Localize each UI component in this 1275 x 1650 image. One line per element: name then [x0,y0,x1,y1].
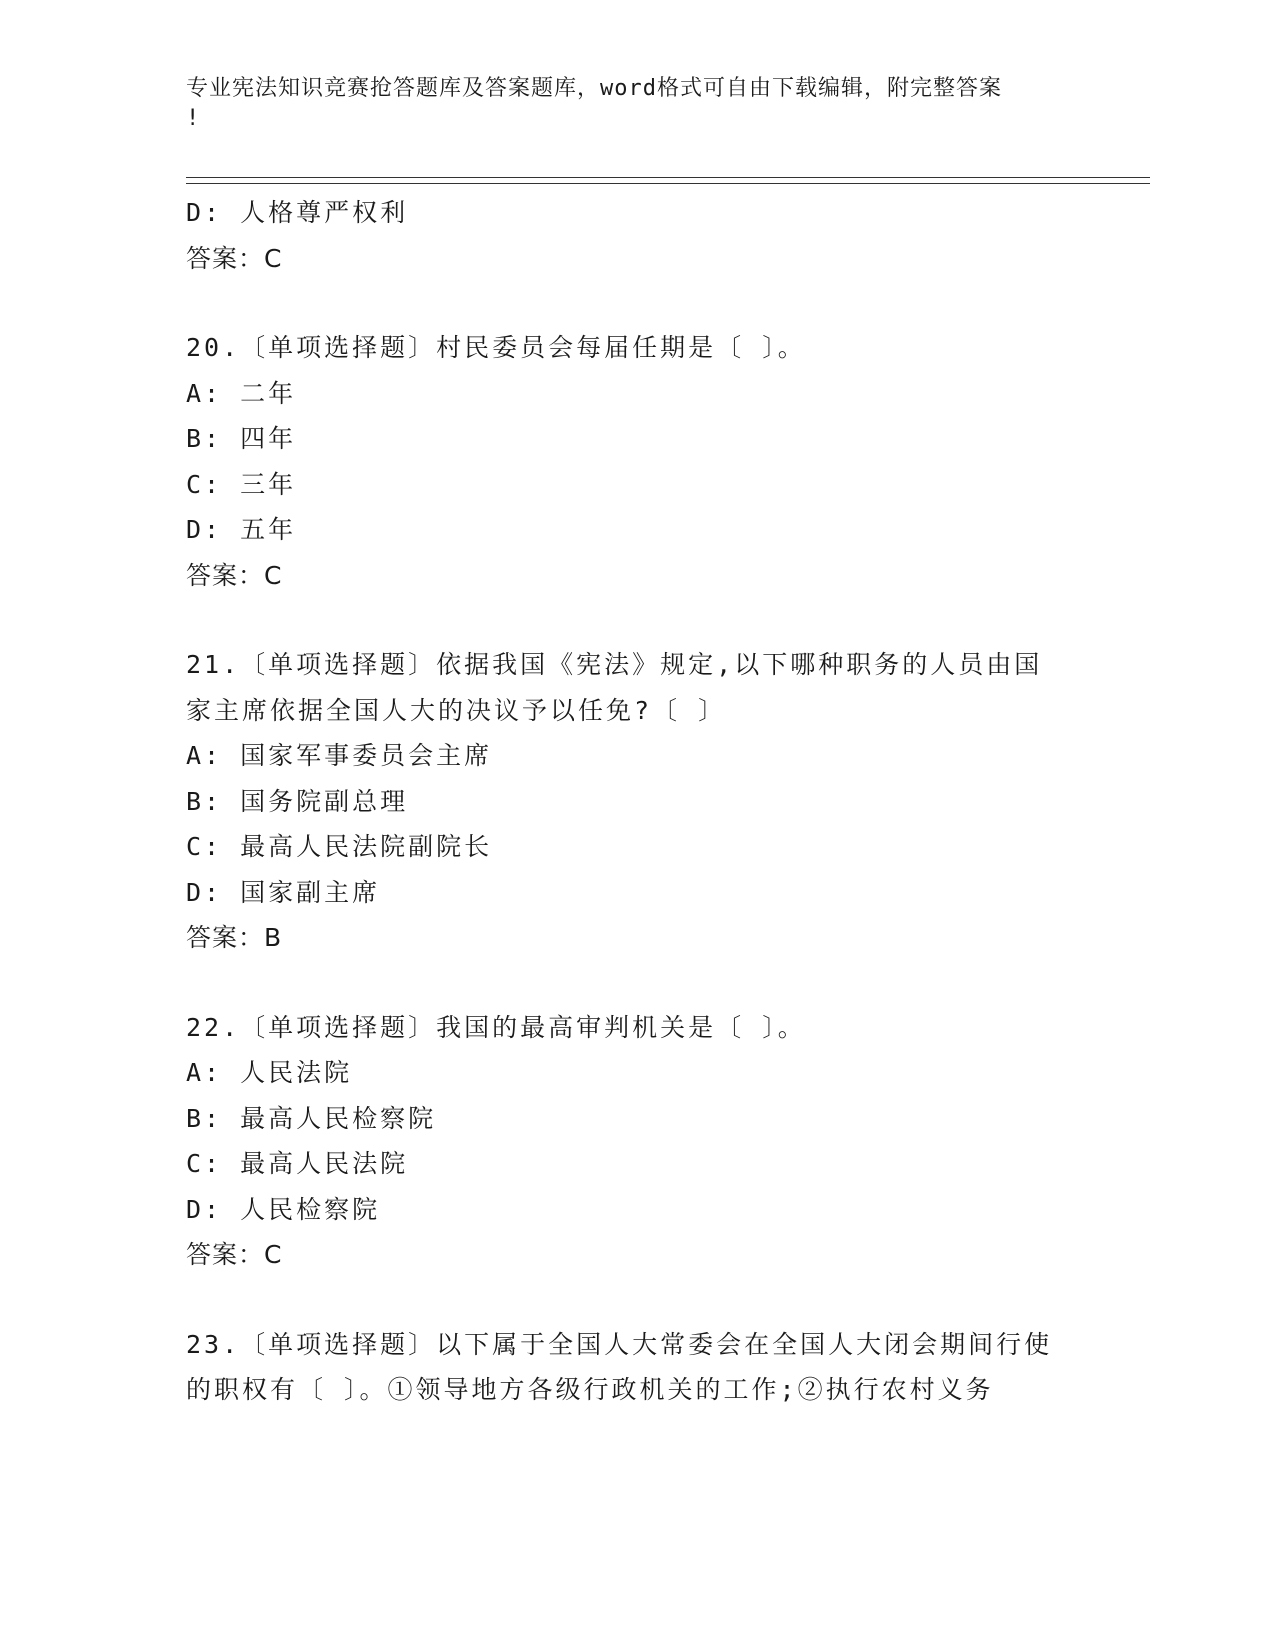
question-stem [186,1322,1086,1413]
header-rule-top [186,177,1150,178]
question-list [186,190,1086,1413]
stem-line: 20.〔单项选择题〕村民委员会每届任期是〔 〕。 [186,333,806,362]
previous-question-tail [186,190,1086,281]
option-c: C: 最高人民法院副院长 [186,832,493,861]
question-21 [186,642,1086,961]
option-a: A: 二年 [186,378,297,408]
header-rule-bottom [186,183,1150,184]
answer-line: 答案：C [186,1240,283,1269]
question-stem [186,1005,1086,1051]
stem-line: 22.〔单项选择题〕我国的最高审判机关是〔 〕。 [186,1012,806,1042]
stem-line: 的职权有〔 〕。①领导地方各级行政机关的工作;②执行农村义务 [186,1375,994,1404]
option-a: A: 人民法院 [186,1058,353,1087]
option-c: C: 最高人民法院 [186,1149,409,1178]
stem-line: 21.〔单项选择题〕依据我国《宪法》规定,以下哪种职务的人员由国 [186,650,1043,679]
option-b: B: 最高人民检察院 [186,1103,437,1133]
question-23 [186,1322,1086,1413]
option-d: D: 人格尊严权利 [186,198,409,227]
option-d: D: 五年 [186,515,297,544]
question-stem [186,325,1086,371]
page-header [186,74,1066,134]
option-a: A: 国家军事委员会主席 [186,741,493,770]
question-20 [186,325,1086,598]
option-b: B: 国务院副总理 [186,786,409,816]
option-d: D: 人民检察院 [186,1194,381,1224]
question-stem [186,642,1086,733]
answer-line: 答案：C [186,560,283,590]
option-d: D: 国家副主席 [186,877,381,907]
header-title: 专业宪法知识竞赛抢答题库及答案题库，word格式可自由下载编辑，附完整答案 [186,76,1002,101]
option-b: B: 四年 [186,424,297,453]
header-title-continuation: ! [186,106,201,131]
answer-line: 答案：C [186,243,283,273]
stem-line: 家主席依据全国人大的决议予以任免?〔 〕 [186,695,727,725]
stem-line: 23.〔单项选择题〕以下属于全国人大常委会在全国人大闭会期间行使 [186,1329,1053,1359]
answer-line: 答案：B [186,923,283,952]
question-22 [186,1005,1086,1278]
option-c: C: 三年 [186,469,297,499]
